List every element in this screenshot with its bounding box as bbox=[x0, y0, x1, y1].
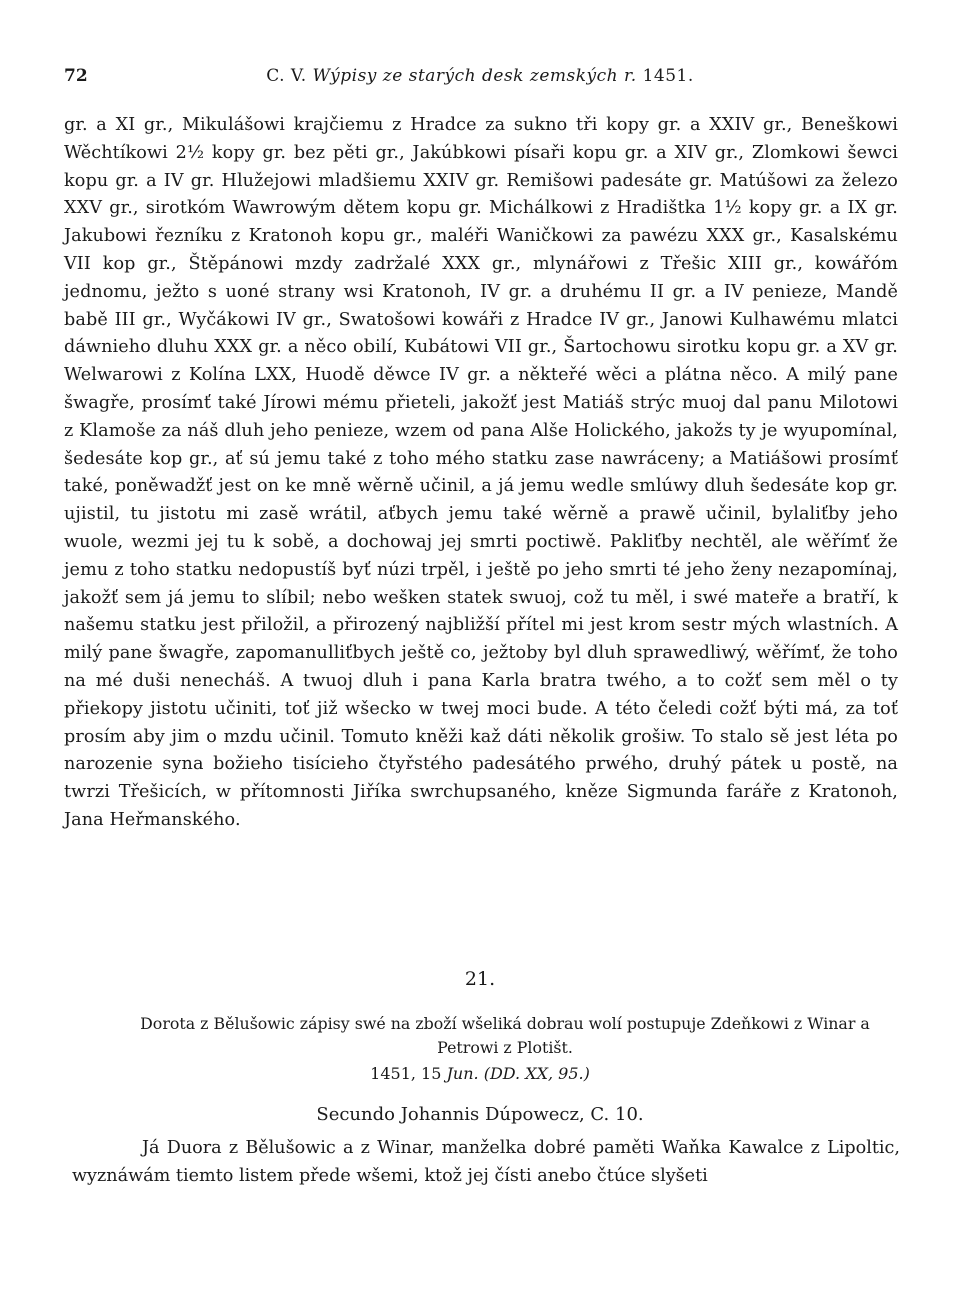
dating-date: 1451, 15 bbox=[370, 1064, 447, 1083]
running-title bbox=[64, 66, 896, 86]
document-dating bbox=[0, 1064, 960, 1083]
page-number: 72 bbox=[64, 66, 88, 86]
body-paragraph: gr. a XI gr., Mikulášowi krajčiemu z Hradce za sukno tři kopy gr. a XXIV gr., Beneškowi Wěchtíkowi 2½ kopy gr. bez pěti gr., Jakúbkowi písaři kopu gr. a XIV gr., Zlomkowi šewci kopu gr. a IV gr. Hlužejowi mladšiemu XXIV gr. Remišowi padesáte gr. Matúšowi za železo XXV gr., sirotkóm Wawrowým dětem kopu gr. Michálkowi z Hradištka 1½ kopy gr. a IX gr. Jakubowi řezníku z Kratonoh kopu gr., maléři Waničkowi za pawézu XXX gr., Kasalskému VII kop gr., Štěpánowi mzdy zadržalé XXX gr., mlynářowi z Třešic XIII gr., kowářóm jednomu, ježto s uoné strany wsi Kratonoh, IV gr. a druhému II gr. a IV penieze, Mandě babě III gr., Wyčákowi IV gr., Swatošowi kowáři z Hradce IV gr., Janowi Kulhawému mlatci dáwnieho dluhu XXX gr. a něco obilí, Kubátowi VII gr., Šartochowu sirotku kopu gr. a XV gr. Welwarowi z Kolína LXX, Huodě děwce IV gr. a někteřé wěci a plátna něco. A milý pane šwagře, prosímť také Jírowi mému přieteli, jakožť jest Matiáš strýc muoj dal panu Milotowi z Klamoše za náš dluh jeho penieze, wzem od pana Alše Holického, jakožs ty je wyupomínal, šedesáte kop gr., ať sú jemu také z toho mého statku zase nawráceny; a Matiášowi prosímť také, poněwadžť jest on ke mně wěrně učinil, a já jemu wedle smlúwy dluh šedesáte kop gr. ujistil, tu jistotu mi zasě wrátil, aťbych jemu také wěrně a prawě učinil, bylaliťby jeho wuole, wezmi jej tu k sobě, a dochowaj jej smrti poctiwě. Pakliťby nechtěl, ale wěřímť že jemu z toho statku nedopustíš byť núzi trpěl, i ještě po jeho smrti té jeho ženy nezapomínaj, jakožť sem já jemu to slíbil; nebo wešken statek swuoj, což tu měl, i swé mateře a bratří, k našemu statku jest přiložil, a přirozený najbližší přítel mi jest krom sestr mých wlastních. A milý pane šwagře, zapomanulliťbych ještě co, ježtoby byl dluh sprawedliwý, wěřímť, že toho na mé duši nenecháš. A twuoj dluh i pana Karla bratra twého, a to cožť sem měl o ty přiekopy jistotu učiniti, toť již wšecko w twej moci bude. A této čeledi cožť býti má, za toť prosím aby jim o mzdu učinil. Tomuto kněži kaž dáti několik grošiw. To stalo sě jest léta po narozenie syna božieho tisícieho čtyřstého padesátého prwého, druhý pátek u postě, na twrzi Třešicích, w přítomnosti Jiříka swrchupsaného, kněze Sigmunda faráře z Kratonoh, Jana Heřmanského. bbox=[64, 115, 898, 830]
dating-source: Jun. (DD. XX, 95.) bbox=[446, 1064, 590, 1083]
document-regest: Dorota z Bělušowic zápisy swé na zboží wšeliká dobrau wolí postupuje Zdeňkowi z Winar a Petrowi z Plotišt. bbox=[140, 1014, 870, 1057]
running-title-chapter: C. V. bbox=[266, 66, 313, 86]
charter-text: Já Duora z Bělušowic a z Winar, manželka dobré paměti Waňka Kawalce z Lipoltic, wyznáwám tiemto listem přede wšemi, ktož jej čísti anebo čtúce slyšeti bbox=[72, 1138, 900, 1186]
running-head bbox=[64, 66, 896, 94]
document-endorsement: Secundo Johannis Dúpowecz, C. 10. bbox=[316, 1104, 644, 1125]
running-title-italic: Wýpisy ze starých desk zemských r. bbox=[312, 66, 637, 86]
document-number: 21. bbox=[464, 968, 496, 990]
running-title-year: 1451. bbox=[636, 66, 694, 86]
